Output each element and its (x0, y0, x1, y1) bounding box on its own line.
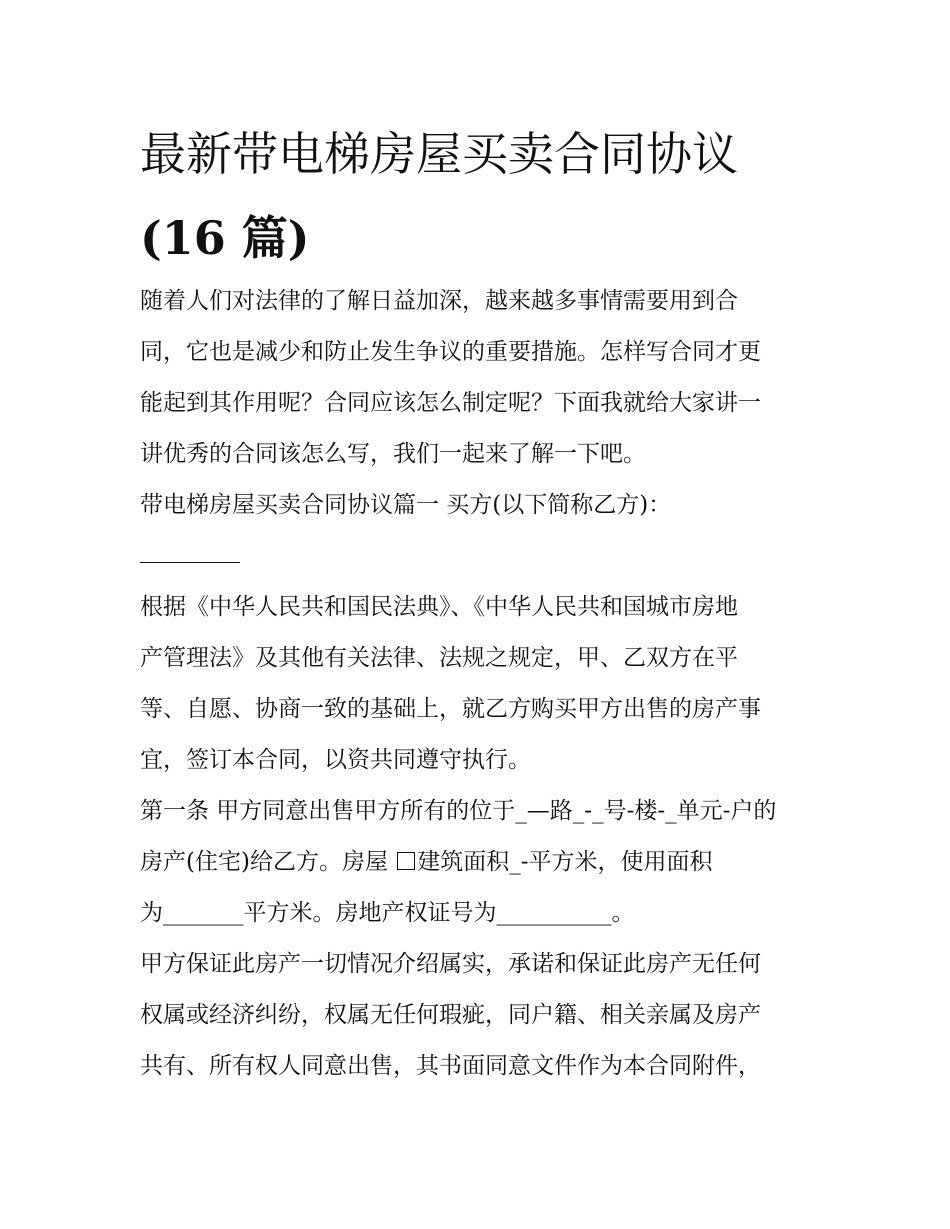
text-line: 共有、所有权人同意出售，其书面同意文件作为本合同附件， (140, 1053, 761, 1079)
document-title (140, 112, 830, 280)
text-line: 甲方保证此房产一切情况介绍属实，承诺和保证此房产无任何 (140, 951, 761, 977)
title-line-2: (16 篇) (140, 211, 310, 265)
fill-in-blank (140, 532, 240, 563)
section-heading (140, 480, 820, 582)
article-1-paragraph (140, 786, 820, 939)
text-line: 产管理法》及其他有关法律、法规之规定，甲、乙双方在平 (140, 645, 738, 671)
basis-paragraph (140, 582, 820, 786)
document-body (140, 276, 820, 1092)
text-line: 第一条 甲方同意出售甲方所有的位于_—路_-_号-楼-_单元-户的 (140, 798, 777, 824)
text-segment: 建筑面积_-平方米，使用面积 (417, 849, 713, 875)
text-line: 随着人们对法律的了解日益加深，越来越多事情需要用到合 (140, 288, 738, 314)
guarantee-paragraph (140, 939, 820, 1092)
intro-paragraph (140, 276, 820, 480)
text-line: 讲优秀的合同该怎么写，我们一起来了解一下吧。 (140, 441, 646, 467)
text-segment: 房产(住宅)给乙方。房屋 (140, 849, 388, 875)
text-line: 为_______平方米。房地产权证号为__________。 (140, 900, 635, 926)
checkbox-icon (397, 852, 415, 870)
text-line: 等、自愿、协商一致的基础上，就乙方购买甲方出售的房产事 (140, 696, 761, 722)
buyer-blank-line (140, 531, 820, 582)
text-line: 带电梯房屋买卖合同协议篇一 买方(以下简称乙方)： (140, 492, 672, 518)
text-line: 根据《中华人民共和国民法典》、《中华人民共和国城市房地 (140, 594, 738, 620)
text-line: 能起到其作用呢？合同应该怎么制定呢？下面我就给大家讲一 (140, 390, 761, 416)
text-line: 权属或经济纠纷，权属无任何瑕疵，同户籍、相关亲属及房产 (140, 1002, 761, 1028)
text-line (140, 837, 820, 888)
text-line: 同，它也是减少和防止发生争议的重要措施。怎样写合同才更 (140, 339, 761, 365)
title-line-1: 最新带电梯房屋买卖合同协议 (140, 127, 738, 181)
text-line: 宜，签订本合同，以资共同遵守执行。 (140, 747, 531, 773)
